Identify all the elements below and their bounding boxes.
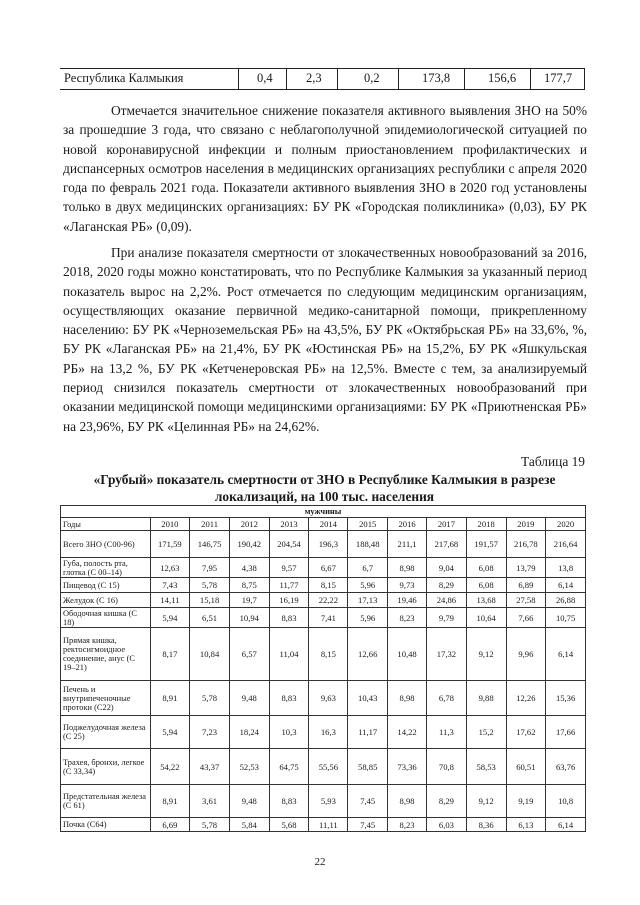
- value-cell: 6,14: [546, 818, 586, 832]
- year-header: 2010: [150, 518, 190, 531]
- value-cell: 9,04: [427, 558, 467, 578]
- value-cell: 8,83: [269, 785, 309, 818]
- row-label: Почка (С64): [61, 818, 151, 832]
- value-cell: 8,17: [150, 628, 190, 681]
- value-cell: 10,75: [546, 608, 586, 628]
- value-cell: 8,91: [150, 681, 190, 716]
- paragraph-mortality-analysis: При анализе показателя смертности от злокачественных новообразований за 2016, 2018, 2020 годы можно констатировать, что по Республике Калмыкия за указанный период показатель вырос на 2,2%. Рост отмечается по следующим медицинским организациям, осуществляющих оказание первичной медико-санитарной помощи, прикрепленному населению: БУ РК «Черноземельская РБ» на 43,5%, БУ РК «Октябрьская РБ» на 33,6%, %, БУ РК «Лаганская РБ» на 21,4%, БУ РК «Юстинская РБ» на 15,2%, БУ РК «Яшкульская РБ» на 13,2 %, БУ РК «Кетченеровская РБ» на 12,5%. Вместе с тем, за анализируемый период снизился показатель смертности от злокачественных новообразований при оказании медицинской помощи медицинскими организациями: БУ РК «Приютненская РБ» на 23,96%, БУ РК «Целинная РБ» на 24,62%.: [63, 245, 587, 434]
- top-row-value: 173,8: [422, 71, 451, 85]
- value-cell: 60,51: [506, 749, 546, 785]
- value-cell: 10,43: [348, 681, 388, 716]
- value-cell: 8,98: [388, 558, 427, 578]
- value-cell: 8,83: [269, 608, 309, 628]
- table-row: [61, 531, 586, 558]
- value-cell: 9,73: [388, 578, 427, 593]
- value-cell: 10,8: [546, 785, 586, 818]
- value-cell: 14,22: [388, 716, 427, 749]
- value-cell: 52,53: [229, 749, 269, 785]
- value-cell: 10,3: [269, 716, 309, 749]
- value-cell: 191,57: [466, 531, 506, 558]
- value-cell: 8,36: [466, 818, 506, 832]
- value-cell: 7,45: [348, 785, 388, 818]
- value-cell: 7,66: [506, 608, 546, 628]
- value-cell: 6,14: [546, 578, 586, 593]
- value-cell: 5,78: [190, 681, 230, 716]
- value-cell: 55,56: [309, 749, 348, 785]
- value-cell: 216,78: [506, 531, 546, 558]
- value-cell: 19,46: [388, 593, 427, 608]
- year-header: 2016: [388, 518, 427, 531]
- value-cell: 9,88: [466, 681, 506, 716]
- row-label: Печень и внутрипеченочные протоки (С22): [61, 681, 151, 716]
- cell-divider: [286, 69, 287, 89]
- value-cell: 9,19: [506, 785, 546, 818]
- value-cell: 6,03: [427, 818, 467, 832]
- table-caption: Таблица 19: [521, 454, 585, 469]
- year-header: 2018: [466, 518, 506, 531]
- value-cell: 54,22: [150, 749, 190, 785]
- value-cell: 5,84: [229, 818, 269, 832]
- value-cell: 12,66: [348, 628, 388, 681]
- year-header: 2011: [190, 518, 230, 531]
- sex-header: мужчины: [61, 506, 586, 518]
- value-cell: 9,48: [229, 785, 269, 818]
- value-cell: 9,12: [466, 785, 506, 818]
- year-header: 2019: [506, 518, 546, 531]
- value-cell: 73,36: [388, 749, 427, 785]
- table-row: [61, 628, 586, 681]
- value-cell: 10,64: [466, 608, 506, 628]
- value-cell: 15,2: [466, 716, 506, 749]
- top-row-value: 0,4: [257, 71, 273, 85]
- value-cell: 22,22: [309, 593, 348, 608]
- value-cell: 6,69: [150, 818, 190, 832]
- value-cell: 6,67: [309, 558, 348, 578]
- value-cell: 15,36: [546, 681, 586, 716]
- year-header: 2020: [546, 518, 586, 531]
- table-title: «Грубый» показатель смертности от ЗНО в Республике Калмыкия в разрезе локализаций, на 100 тыс. населения: [93, 472, 556, 504]
- value-cell: 11,11: [309, 818, 348, 832]
- value-cell: 15,18: [190, 593, 230, 608]
- row-label: Всего ЗНО (С00-96): [61, 531, 151, 558]
- value-cell: 58,53: [466, 749, 506, 785]
- value-cell: 171,59: [150, 531, 190, 558]
- cell-divider: [398, 69, 399, 89]
- value-cell: 9,12: [466, 628, 506, 681]
- value-cell: 64,75: [269, 749, 309, 785]
- value-cell: 12,26: [506, 681, 546, 716]
- value-cell: 8,98: [388, 785, 427, 818]
- value-cell: 6,14: [546, 628, 586, 681]
- year-header: 2013: [269, 518, 309, 531]
- value-cell: 6,89: [506, 578, 546, 593]
- row-label: Поджелудочная железа (С 25): [61, 716, 151, 749]
- value-cell: 11,3: [427, 716, 467, 749]
- value-cell: 8,91: [150, 785, 190, 818]
- value-cell: 196,3: [309, 531, 348, 558]
- value-cell: 12,63: [150, 558, 190, 578]
- value-cell: 216,64: [546, 531, 586, 558]
- value-cell: 10,48: [388, 628, 427, 681]
- table-row: [61, 716, 586, 749]
- value-cell: 43,37: [190, 749, 230, 785]
- cell-divider: [337, 69, 338, 89]
- value-cell: 9,79: [427, 608, 467, 628]
- value-cell: 6,08: [466, 578, 506, 593]
- top-row-value: 177,7: [544, 71, 573, 85]
- value-cell: 190,42: [229, 531, 269, 558]
- page-number: 22: [314, 856, 326, 868]
- year-header: 2015: [348, 518, 388, 531]
- value-cell: 8,83: [269, 681, 309, 716]
- value-cell: 6,51: [190, 608, 230, 628]
- region-name: Республика Калмыкия: [64, 71, 184, 85]
- value-cell: 24,86: [427, 593, 467, 608]
- year-header: 2014: [309, 518, 348, 531]
- value-cell: 5,94: [150, 608, 190, 628]
- table-row: [61, 558, 586, 578]
- row-label: Трахея, бронхи, легкое (С 33,34): [61, 749, 151, 785]
- value-cell: 27,58: [506, 593, 546, 608]
- row-label: Ободочная кишка (С 18): [61, 608, 151, 628]
- value-cell: 8,23: [388, 608, 427, 628]
- table-row: [61, 578, 586, 593]
- value-cell: 11,04: [269, 628, 309, 681]
- cell-divider: [584, 69, 585, 89]
- row-label: Прямая кишка, ректосигмоидное соединение, анус (С 19–21): [61, 628, 151, 681]
- value-cell: 13,68: [466, 593, 506, 608]
- years-label: Годы: [61, 518, 151, 531]
- value-cell: 9,48: [229, 681, 269, 716]
- value-cell: 7,41: [309, 608, 348, 628]
- value-cell: 11,77: [269, 578, 309, 593]
- value-cell: 8,98: [388, 681, 427, 716]
- value-cell: 5,68: [269, 818, 309, 832]
- value-cell: 217,68: [427, 531, 467, 558]
- paragraph-active-detection: Отмечается значительное снижение показателя активного выявления ЗНО на 50% за прошедшие 3 года, что связано с неблагополучной эпидемиологической ситуацией по новой коронавирусной инфекции и полным приостановлением профилактических и диспансерных осмотров населения в медицинских организациях республики с апреля 2020 года по февраль 2021 года. Показатели активного выявления ЗНО в 2020 год установлены только в двух медицинских организациях: БУ РК «Городская поликлиника» (0,03), БУ РК «Лаганская РБ» (0,09).: [63, 103, 587, 234]
- value-cell: 5,78: [190, 818, 230, 832]
- cell-divider: [238, 69, 239, 89]
- row-label: Пищевод (С 15): [61, 578, 151, 593]
- value-cell: 9,57: [269, 558, 309, 578]
- value-cell: 7,45: [348, 818, 388, 832]
- value-cell: 16,19: [269, 593, 309, 608]
- table-row: [61, 608, 586, 628]
- value-cell: 5,96: [348, 578, 388, 593]
- value-cell: 16,3: [309, 716, 348, 749]
- value-cell: 7,23: [190, 716, 230, 749]
- row-label: Губа, полость рта, глотка (С 00–14): [61, 558, 151, 578]
- value-cell: 10,84: [190, 628, 230, 681]
- value-cell: 5,96: [348, 608, 388, 628]
- value-cell: 17,13: [348, 593, 388, 608]
- value-cell: 17,32: [427, 628, 467, 681]
- cell-divider: [464, 69, 465, 89]
- previous-table-last-row: [60, 68, 585, 90]
- value-cell: 17,66: [546, 716, 586, 749]
- row-label: Желудок (С 16): [61, 593, 151, 608]
- value-cell: 8,15: [309, 578, 348, 593]
- value-cell: 14,11: [150, 593, 190, 608]
- top-row-value: 156,6: [488, 71, 517, 85]
- value-cell: 6,08: [466, 558, 506, 578]
- top-row-value: 0,2: [364, 71, 380, 85]
- table-sex-header-row: [61, 506, 586, 518]
- value-cell: 70,8: [427, 749, 467, 785]
- value-cell: 11,17: [348, 716, 388, 749]
- value-cell: 8,29: [427, 578, 467, 593]
- top-row-value: 2,3: [306, 71, 322, 85]
- year-header: 2017: [427, 518, 467, 531]
- table-row: [61, 785, 586, 818]
- cell-divider: [530, 69, 531, 89]
- value-cell: 6,13: [506, 818, 546, 832]
- value-cell: 18,24: [229, 716, 269, 749]
- value-cell: 5,94: [150, 716, 190, 749]
- value-cell: 5,93: [309, 785, 348, 818]
- value-cell: 10,94: [229, 608, 269, 628]
- value-cell: 8,23: [388, 818, 427, 832]
- value-cell: 188,48: [348, 531, 388, 558]
- mortality-table: [60, 505, 586, 832]
- value-cell: 9,63: [309, 681, 348, 716]
- value-cell: 19,7: [229, 593, 269, 608]
- value-cell: 13,8: [546, 558, 586, 578]
- value-cell: 6,7: [348, 558, 388, 578]
- row-label: Предстательная железа (С 61): [61, 785, 151, 818]
- value-cell: 8,29: [427, 785, 467, 818]
- value-cell: 13,79: [506, 558, 546, 578]
- value-cell: 7,95: [190, 558, 230, 578]
- value-cell: 5,78: [190, 578, 230, 593]
- value-cell: 58,85: [348, 749, 388, 785]
- value-cell: 63,76: [546, 749, 586, 785]
- value-cell: 146,75: [190, 531, 230, 558]
- table-row: [61, 593, 586, 608]
- value-cell: 8,15: [309, 628, 348, 681]
- value-cell: 3,61: [190, 785, 230, 818]
- value-cell: 204,54: [269, 531, 309, 558]
- value-cell: 8,75: [229, 578, 269, 593]
- value-cell: 211,1: [388, 531, 427, 558]
- year-header: 2012: [229, 518, 269, 531]
- table-row: [61, 681, 586, 716]
- value-cell: 17,62: [506, 716, 546, 749]
- value-cell: 4,38: [229, 558, 269, 578]
- table-row: [61, 818, 586, 832]
- table-years-row: [61, 518, 586, 531]
- value-cell: 7,43: [150, 578, 190, 593]
- table-row: [61, 749, 586, 785]
- value-cell: 26,88: [546, 593, 586, 608]
- value-cell: 9,96: [506, 628, 546, 681]
- value-cell: 6,78: [427, 681, 467, 716]
- value-cell: 6,57: [229, 628, 269, 681]
